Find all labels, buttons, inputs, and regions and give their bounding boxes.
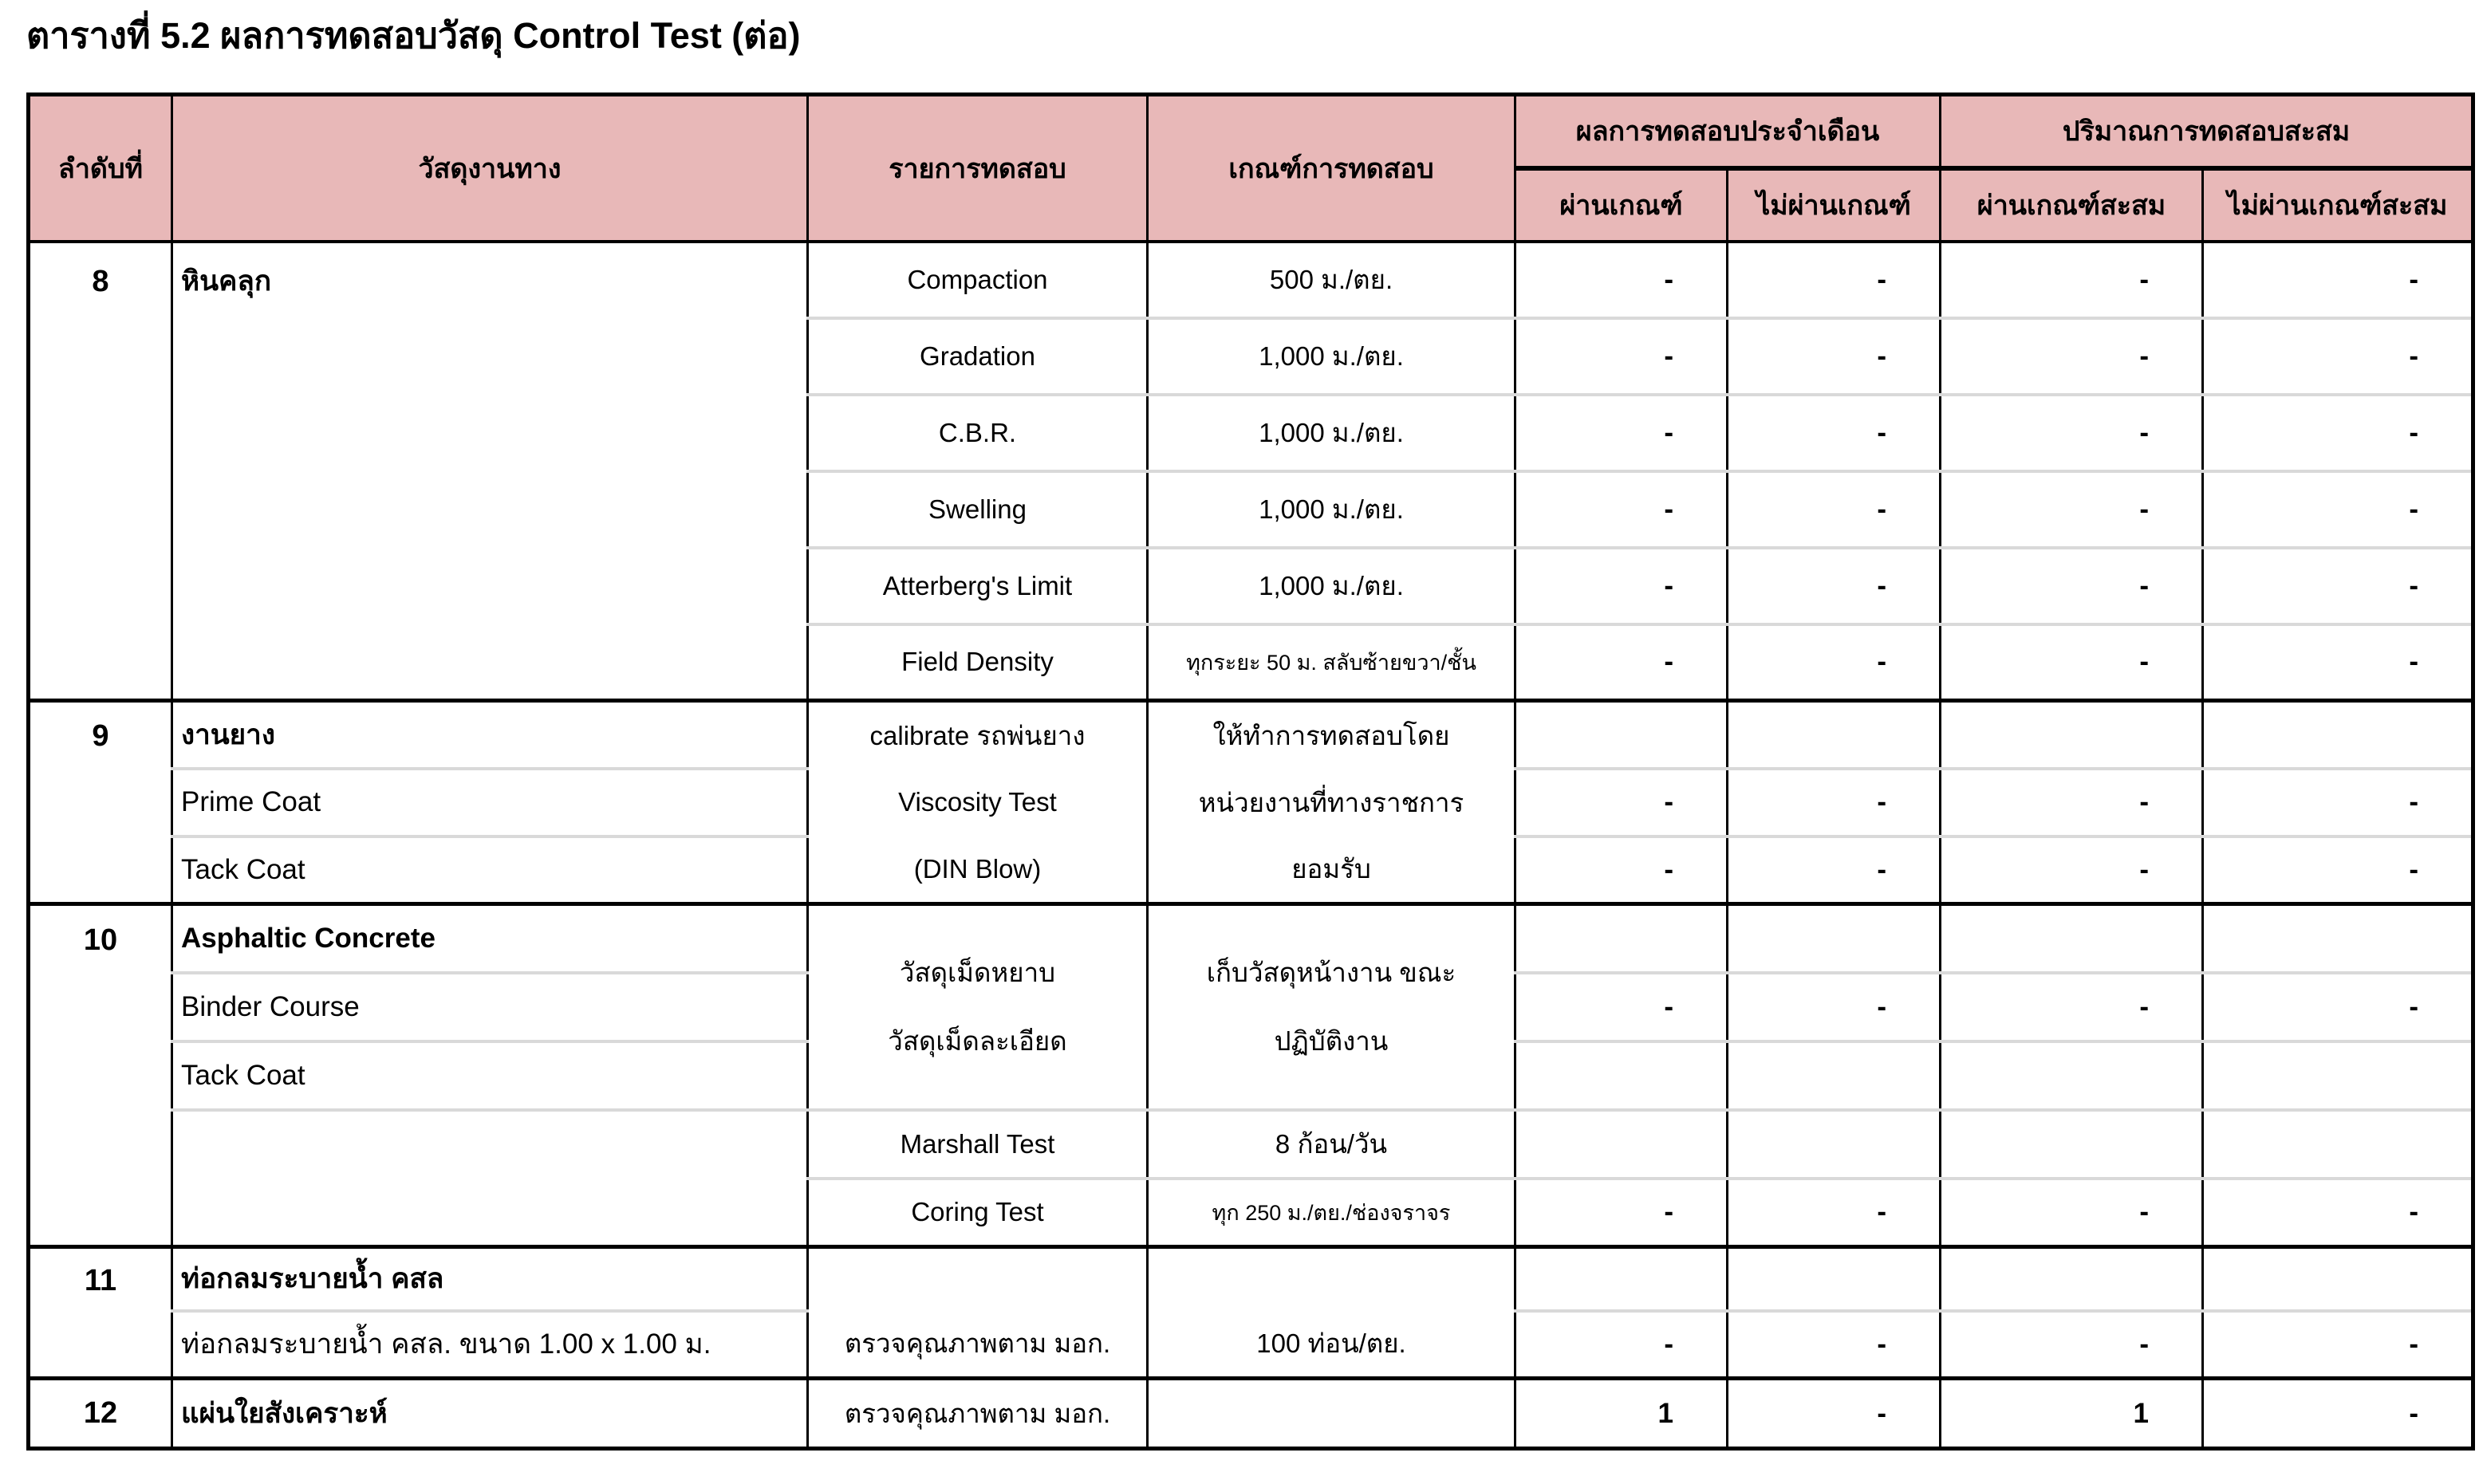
data-cell-pass: - — [1515, 836, 1728, 904]
data-cell-fail: - — [1728, 1311, 1941, 1379]
header-fail: ไม่ผ่านเกณฑ์ — [1728, 168, 1941, 242]
criteria-cell: หน่วยงานที่ทางราชการ — [1148, 769, 1515, 836]
test-name-cell: calibrate รถพ่นยาง — [808, 701, 1148, 769]
data-cell-fail: - — [1728, 1179, 1941, 1247]
data-cell-fail: - — [1728, 624, 1941, 701]
test-name-cell: ตรวจคุณภาพตาม มอก. — [808, 1379, 1148, 1449]
criteria-cell: ยอมรับ — [1148, 836, 1515, 904]
data-cell-pass-cum: - — [1941, 1311, 2203, 1379]
data-cell-pass: - — [1515, 1311, 1728, 1379]
test-name-cell: Atterberg's Limit — [808, 548, 1148, 624]
material-cell: Binder Course — [172, 973, 808, 1041]
data-cell-fail: - — [1728, 769, 1941, 836]
data-cell-fail-cum — [2203, 1041, 2473, 1110]
section-no: 12 — [29, 1379, 172, 1449]
test-name-cell — [808, 1247, 1148, 1311]
test-name-cell — [808, 904, 1148, 1110]
material-cell: แผ่นใยสังเคราะห์ — [172, 1379, 808, 1449]
data-cell-pass — [1515, 1041, 1728, 1110]
data-cell-fail: - — [1728, 242, 1941, 318]
section-no: 9 — [29, 701, 172, 904]
data-cell-fail-cum — [2203, 701, 2473, 769]
criteria-cell: 1,000 ม./ตย. — [1148, 318, 1515, 395]
test-name-cell: Coring Test — [808, 1179, 1148, 1247]
data-cell-pass: - — [1515, 1179, 1728, 1247]
data-cell-fail — [1728, 1247, 1941, 1311]
data-cell-pass-cum: - — [1941, 242, 2203, 318]
criteria-cell: 100 ท่อน/ตย. — [1148, 1311, 1515, 1379]
criteria-cell: 1,000 ม./ตย. — [1148, 395, 1515, 471]
material-cell — [172, 1179, 808, 1247]
test-line: วัสดุเม็ดละเอียด — [888, 1025, 1067, 1056]
control-test-table-wrap — [26, 93, 2475, 1451]
test-name-cell: ตรวจคุณภาพตาม มอก. — [808, 1311, 1148, 1379]
data-cell-fail-cum — [2203, 1247, 2473, 1311]
data-cell-pass-cum — [1941, 904, 2203, 973]
data-cell-fail-cum: - — [2203, 973, 2473, 1041]
criteria-cell — [1148, 1247, 1515, 1311]
material-cell: Prime Coat — [172, 769, 808, 836]
data-cell-fail-cum: - — [2203, 624, 2473, 701]
data-cell-fail-cum: - — [2203, 242, 2473, 318]
data-cell-fail-cum: - — [2203, 1311, 2473, 1379]
criteria-cell: ให้ทำการทดสอบโดย — [1148, 701, 1515, 769]
test-line: วัสดุเม็ดหยาบ — [899, 957, 1056, 987]
data-cell-pass-cum: - — [1941, 624, 2203, 701]
data-cell-fail-cum: - — [2203, 471, 2473, 548]
control-test-table — [26, 93, 2475, 1451]
data-cell-fail — [1728, 904, 1941, 973]
section-no: 8 — [29, 242, 172, 701]
material-cell: หินคลุก — [172, 242, 808, 701]
data-cell-pass-cum: - — [1941, 318, 2203, 395]
data-cell-fail — [1728, 1110, 1941, 1179]
data-cell-pass-cum: - — [1941, 1179, 2203, 1247]
criteria-cell — [1148, 904, 1515, 1110]
data-cell-pass: - — [1515, 973, 1728, 1041]
data-cell-fail-cum — [2203, 1110, 2473, 1179]
data-cell-pass: 1 — [1515, 1379, 1728, 1449]
data-cell-fail-cum — [2203, 904, 2473, 973]
header-no: ลำดับที่ — [29, 95, 172, 242]
data-cell-fail — [1728, 1041, 1941, 1110]
criteria-cell: ทุก 250 ม./ตย./ช่องจราจร — [1148, 1179, 1515, 1247]
header-test: รายการทดสอบ — [808, 95, 1148, 242]
header-monthly-group: ผลการทดสอบประจำเดือน — [1515, 95, 1941, 168]
criteria-cell: 1,000 ม./ตย. — [1148, 471, 1515, 548]
data-cell-pass — [1515, 1110, 1728, 1179]
test-name-cell: Marshall Test — [808, 1110, 1148, 1179]
header-fail-cum: ไม่ผ่านเกณฑ์สะสม — [2203, 168, 2473, 242]
material-cell: Tack Coat — [172, 836, 808, 904]
data-cell-fail-cum: - — [2203, 836, 2473, 904]
data-cell-pass-cum — [1941, 1247, 2203, 1311]
header-cumulative-group: ปริมาณการทดสอบสะสม — [1941, 95, 2473, 168]
material-cell: Asphaltic Concrete — [172, 904, 808, 973]
criteria-cell — [1148, 1379, 1515, 1449]
material-cell: Tack Coat — [172, 1041, 808, 1110]
material-cell: ท่อกลมระบายน้ำ คสล — [172, 1247, 808, 1311]
header-material: วัสดุงานทาง — [172, 95, 808, 242]
header-pass-cum: ผ่านเกณฑ์สะสม — [1941, 168, 2203, 242]
criteria-line: ปฏิบัติงาน — [1274, 1025, 1389, 1056]
data-cell-pass: - — [1515, 624, 1728, 701]
data-cell-pass: - — [1515, 548, 1728, 624]
criteria-cell: 500 ม./ตย. — [1148, 242, 1515, 318]
criteria-cell: 8 ก้อน/วัน — [1148, 1110, 1515, 1179]
data-cell-fail-cum: - — [2203, 769, 2473, 836]
data-cell-pass-cum: - — [1941, 548, 2203, 624]
material-cell: ท่อกลมระบายน้ำ คสล. ขนาด 1.00 x 1.00 ม. — [172, 1311, 808, 1379]
data-cell-pass-cum: - — [1941, 769, 2203, 836]
data-cell-pass — [1515, 701, 1728, 769]
data-cell-fail: - — [1728, 318, 1941, 395]
data-cell-fail: - — [1728, 1379, 1941, 1449]
data-cell-pass — [1515, 1247, 1728, 1311]
data-cell-fail-cum: - — [2203, 548, 2473, 624]
data-cell-fail: - — [1728, 395, 1941, 471]
data-cell-pass: - — [1515, 471, 1728, 548]
data-cell-pass-cum — [1941, 1041, 2203, 1110]
section-no: 11 — [29, 1247, 172, 1379]
criteria-cell: ทุกระยะ 50 ม. สลับซ้ายขวา/ชั้น — [1148, 624, 1515, 701]
test-name-cell: Swelling — [808, 471, 1148, 548]
data-cell-pass: - — [1515, 318, 1728, 395]
material-cell: งานยาง — [172, 701, 808, 769]
data-cell-pass: - — [1515, 395, 1728, 471]
data-cell-pass — [1515, 904, 1728, 973]
test-name-cell: (DIN Blow) — [808, 836, 1148, 904]
data-cell-fail: - — [1728, 471, 1941, 548]
section-no: 10 — [29, 904, 172, 1247]
criteria-line: เก็บวัสดุหน้างาน ขณะ — [1206, 957, 1456, 987]
data-cell-pass-cum: - — [1941, 973, 2203, 1041]
data-cell-pass: - — [1515, 769, 1728, 836]
data-cell-fail-cum: - — [2203, 1379, 2473, 1449]
data-cell-pass-cum: - — [1941, 395, 2203, 471]
data-cell-fail: - — [1728, 836, 1941, 904]
header-pass: ผ่านเกณฑ์ — [1515, 168, 1728, 242]
data-cell-fail-cum: - — [2203, 318, 2473, 395]
data-cell-fail-cum: - — [2203, 1179, 2473, 1247]
data-cell-pass-cum: - — [1941, 471, 2203, 548]
data-cell-fail: - — [1728, 548, 1941, 624]
test-name-cell: Viscosity Test — [808, 769, 1148, 836]
data-cell-pass-cum: 1 — [1941, 1379, 2203, 1449]
data-cell-fail — [1728, 701, 1941, 769]
test-name-cell: Compaction — [808, 242, 1148, 318]
criteria-cell: 1,000 ม./ตย. — [1148, 548, 1515, 624]
data-cell-pass-cum: - — [1941, 836, 2203, 904]
test-name-cell: C.B.R. — [808, 395, 1148, 471]
test-name-cell: Gradation — [808, 318, 1148, 395]
data-cell-pass: - — [1515, 242, 1728, 318]
page-title: ตารางที่ 5.2 ผลการทดสอบวัสดุ Control Test (ต่อ) — [26, 15, 801, 56]
data-cell-pass-cum — [1941, 1110, 2203, 1179]
data-cell-fail: - — [1728, 973, 1941, 1041]
data-cell-pass-cum — [1941, 701, 2203, 769]
material-cell — [172, 1110, 808, 1179]
data-cell-fail-cum: - — [2203, 395, 2473, 471]
header-criteria: เกณฑ์การทดสอบ — [1148, 95, 1515, 242]
test-name-cell: Field Density — [808, 624, 1148, 701]
